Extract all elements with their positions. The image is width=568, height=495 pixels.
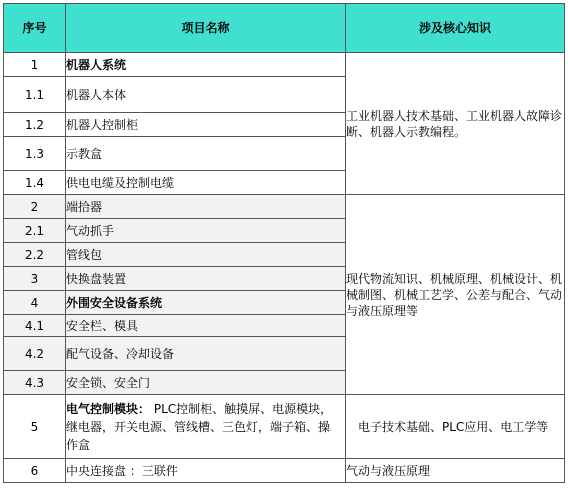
row-no: 4.1	[4, 315, 66, 337]
knowledge-cell: 现代物流知识、机械原理、机械设计、机械制图、机械工艺学、公差与配合、气动与液压原理等	[346, 195, 565, 395]
table-row	[4, 459, 565, 483]
row-no: 2.2	[4, 243, 66, 267]
row-name: 管线包	[66, 243, 346, 267]
table-row	[4, 195, 565, 219]
row-name: 安全栏、模具	[66, 315, 346, 337]
knowledge-cell: 气动与液压原理	[346, 459, 565, 483]
row-name: 机器人系统	[66, 53, 346, 77]
row-name: 中央连接盘 ：三联件	[66, 459, 346, 483]
header-name: 项目名称	[66, 4, 346, 53]
header-no: 序号	[4, 4, 66, 53]
row-name: 配气设备、冷却设备	[66, 337, 346, 371]
row-no: 3	[4, 267, 66, 291]
knowledge-cell: 工业机器人技术基础、工业机器人故障诊断、机器人示教编程。	[346, 53, 565, 195]
row-no: 1.2	[4, 113, 66, 137]
row-no: 2.1	[4, 219, 66, 243]
row-name: 快换盘装置	[66, 267, 346, 291]
row-no: 1.4	[4, 171, 66, 195]
row-no: 1	[4, 53, 66, 77]
row-name: 端拾器	[66, 195, 346, 219]
table-row	[4, 395, 565, 459]
row-name	[66, 395, 346, 459]
row-no: 2	[4, 195, 66, 219]
table-row	[4, 53, 565, 77]
row-name: 安全锁、安全门	[66, 371, 346, 395]
row-no: 1.3	[4, 137, 66, 171]
row-no: 1.1	[4, 77, 66, 113]
row-name: 供电电缆及控制电缆	[66, 171, 346, 195]
row-name-rest: PLC控制柜、触摸屏、电源模块，继电器，开关电源、管线槽、三色灯，端子箱、操作盒	[66, 401, 333, 452]
row-name-bold: 电气控制模块：	[66, 401, 151, 416]
row-no: 4	[4, 291, 66, 315]
row-no: 6	[4, 459, 66, 483]
header-knowledge: 涉及核心知识	[346, 4, 565, 53]
row-name: 示教盒	[66, 137, 346, 171]
row-name: 外围安全设备系统	[66, 291, 346, 315]
row-no: 4.3	[4, 371, 66, 395]
table-header-row	[4, 4, 565, 53]
row-name: 机器人本体	[66, 77, 346, 113]
row-name: 气动抓手	[66, 219, 346, 243]
row-no: 4.2	[4, 337, 66, 371]
row-no: 5	[4, 395, 66, 459]
knowledge-cell: 电子技术基础、PLC应用、电工学等	[346, 395, 565, 459]
project-table	[3, 3, 565, 483]
row-name: 机器人控制柜	[66, 113, 346, 137]
